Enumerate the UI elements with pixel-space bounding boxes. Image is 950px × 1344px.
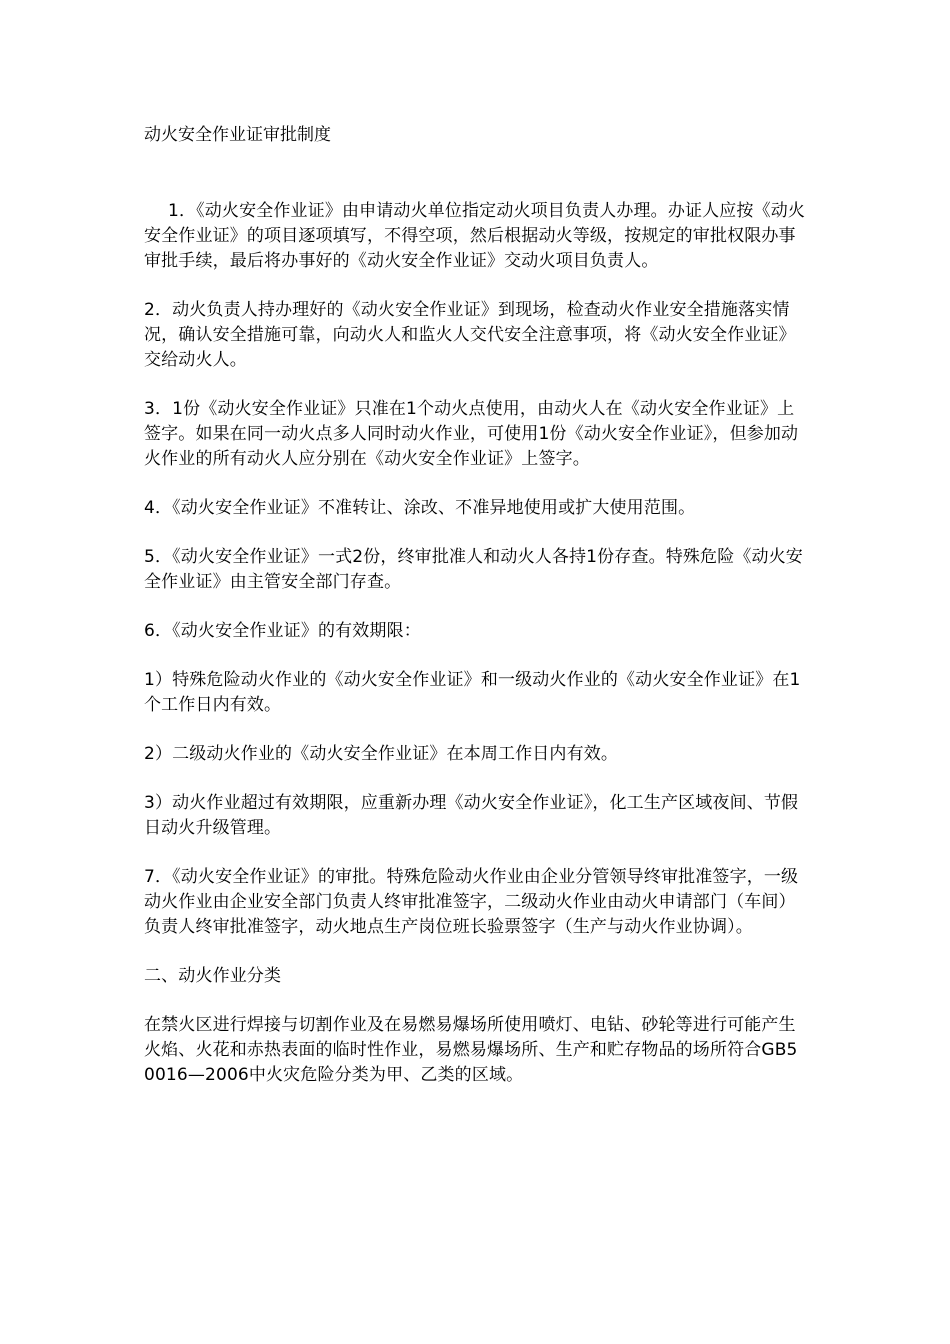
section-heading-2: 二、动火作业分类 (144, 966, 282, 986)
paragraph-2: 2．动火负责人持办理好的《动火安全作业证》到现场，检查动火作业安全措施落实情况，确认安全措施可靠，向动火人和监火人交代安全注意事项，将《动火安全作业证》交给动火人。 (144, 300, 796, 370)
paragraph-6-2: 2）二级动火作业的《动火安全作业证》在本周工作日内有效。 (144, 744, 619, 764)
paragraph-section-2: 在禁火区进行焊接与切割作业及在易燃易爆场所使用喷灯、电钻、砂轮等进行可能产生火焰、火花和赤热表面的临时性作业，易燃易爆场所、生产和贮存物品的场所符合GB50016—2006中火灾危险分类为甲、乙类的区域。 (144, 1015, 798, 1085)
paragraph-6-3: 3）动火作业超过有效期限，应重新办理《动火安全作业证》，化工生产区域夜间、节假日动火升级管理。 (144, 793, 799, 838)
paragraph-5: 5．《动火安全作业证》一式2份，终审批准人和动火人各持1份存查。特殊危险《动火安全作业证》由主管安全部门存查。 (144, 547, 803, 592)
paragraph-6: 6．《动火安全作业证》的有效期限： (144, 621, 421, 641)
paragraph-6-1: 1）特殊危险动火作业的《动火安全作业证》和一级动火作业的《动火安全作业证》在1个工作日内有效。 (144, 670, 801, 715)
paragraph-1: 1．《动火安全作业证》由申请动火单位指定动火项目负责人办理。办证人应按《动火安全作业证》的项目逐项填写，不得空项，然后根据动火等级，按规定的审批权限办事审批手续，最后将办事好的《动火安全作业证》交动火项目负责人。 (144, 201, 806, 271)
paragraph-4: 4．《动火安全作业证》不准转让、涂改、不准异地使用或扩大使用范围。 (144, 498, 696, 518)
document-body (144, 199, 806, 1112)
paragraph-3: 3．1份《动火安全作业证》只准在1个动火点使用，由动火人在《动火安全作业证》上签字。如果在同一动火点多人同时动火作业，可使用1份《动火安全作业证》，但参加动火作业的所有动火人应分别在《动火安全作业证》上签字。 (144, 399, 799, 469)
document-title: 动火安全作业证审批制度 (144, 125, 331, 145)
paragraph-7: 7．《动火安全作业证》的审批。特殊危险动火作业由企业分管领导终审批准签字，一级动火作业由企业安全部门负责人终审批准签字，二级动火作业由动火申请部门（车间）负责人终审批准签字，动火地点生产岗位班长验票签字（生产与动火作业协调）。 (144, 867, 799, 937)
